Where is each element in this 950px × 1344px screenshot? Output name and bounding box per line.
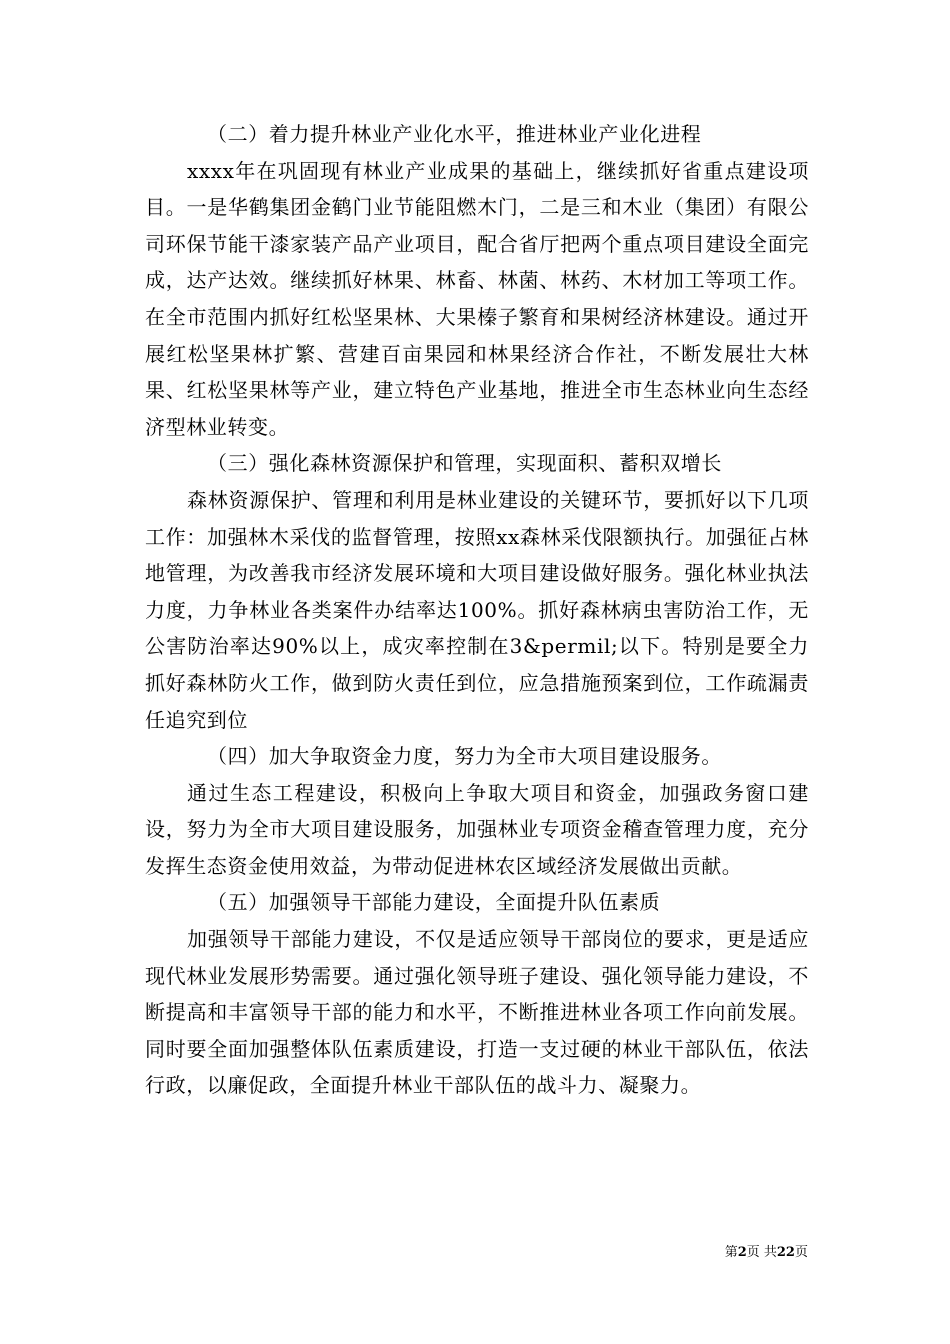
section-paragraph-5: 加强领导干部能力建设，不仅是适应领导干部岗位的要求，更是适应现代林业发展形势需要。通过强化领导班子建设、强化领导能力建设，不断提高和丰富领导干部的能力和水平，不断推进林业各项工作向前发展。同时要全面加强整体队伍素质建设，打造一支过硬的林业干部队伍，依法行政，以廉促政，全面提升林业干部队伍的战斗力、凝聚力。 [145,927,809,1098]
section-heading-5: （五）加强领导干部能力建设，全面提升队伍素质 [207,890,661,915]
footer-suffix: 页 [794,1245,808,1260]
section-paragraph-2: xxxx年在巩固现有林业产业成果的基础上，继续抓好省重点建设项目。一是华鹤集团金鹤门业节能阻燃木门，二是三和木业（集团）有限公司环保节能干漆家装产品产业项目，配合省厅把两个重点项目建设全面完成，达产达效。继续抓好林果、林畜、林菌、林药、木材加工等项工作。在全市范围内抓好红松坚果林、大果榛子繁育和果树经济林建设。通过开展红松坚果林扩繁、营建百亩果园和林果经济合作社，不断发展壮大林果、红松坚果林等产业，建立特色产业基地，推进全市生态林业向生态经济型林业转变。 [145,158,809,439]
section-paragraph-3: 森林资源保护、管理和利用是林业建设的关键环节，要抓好以下几项工作：加强林木采伐的监督管理，按照xx森林采伐限额执行。加强征占林地管理，为改善我市经济发展环境和大项目建设做好服务。强化林业执法力度，力争林业各类案件办结率达100%。抓好森林病虫害防治工作，无公害防治率达90%以上，成灾率控制在3&permil;以下。特别是要全力抓好森林防火工作，做到防火责任到位，应急措施预案到位，工作疏漏责任追究到位 [145,487,809,732]
current-page-number: 2 [737,1245,747,1260]
section-heading-2: （二）着力提升林业产业化水平，推进林业产业化进程 [207,122,702,146]
section-heading-4: （四）加大争取资金力度，努力为全市大项目建设服务。 [207,744,722,769]
document-body [145,116,809,1104]
section-paragraph-4: 通过生态工程建设，积极向上争取大项目和资金，加强政务窗口建设，努力为全市大项目建设服务，加强林业专项资金稽查管理力度，充分发挥生态资金使用效益，为带动促进林农区域经济发展做出贡献。 [145,780,809,878]
total-page-count: 22 [776,1245,795,1260]
footer-middle: 页 共 [746,1245,777,1260]
footer-prefix: 第 [724,1245,738,1260]
page-number-footer [688,1244,808,1262]
section-heading-3: （三）强化森林资源保护和管理，实现面积、蓄积双增长 [207,451,722,476]
